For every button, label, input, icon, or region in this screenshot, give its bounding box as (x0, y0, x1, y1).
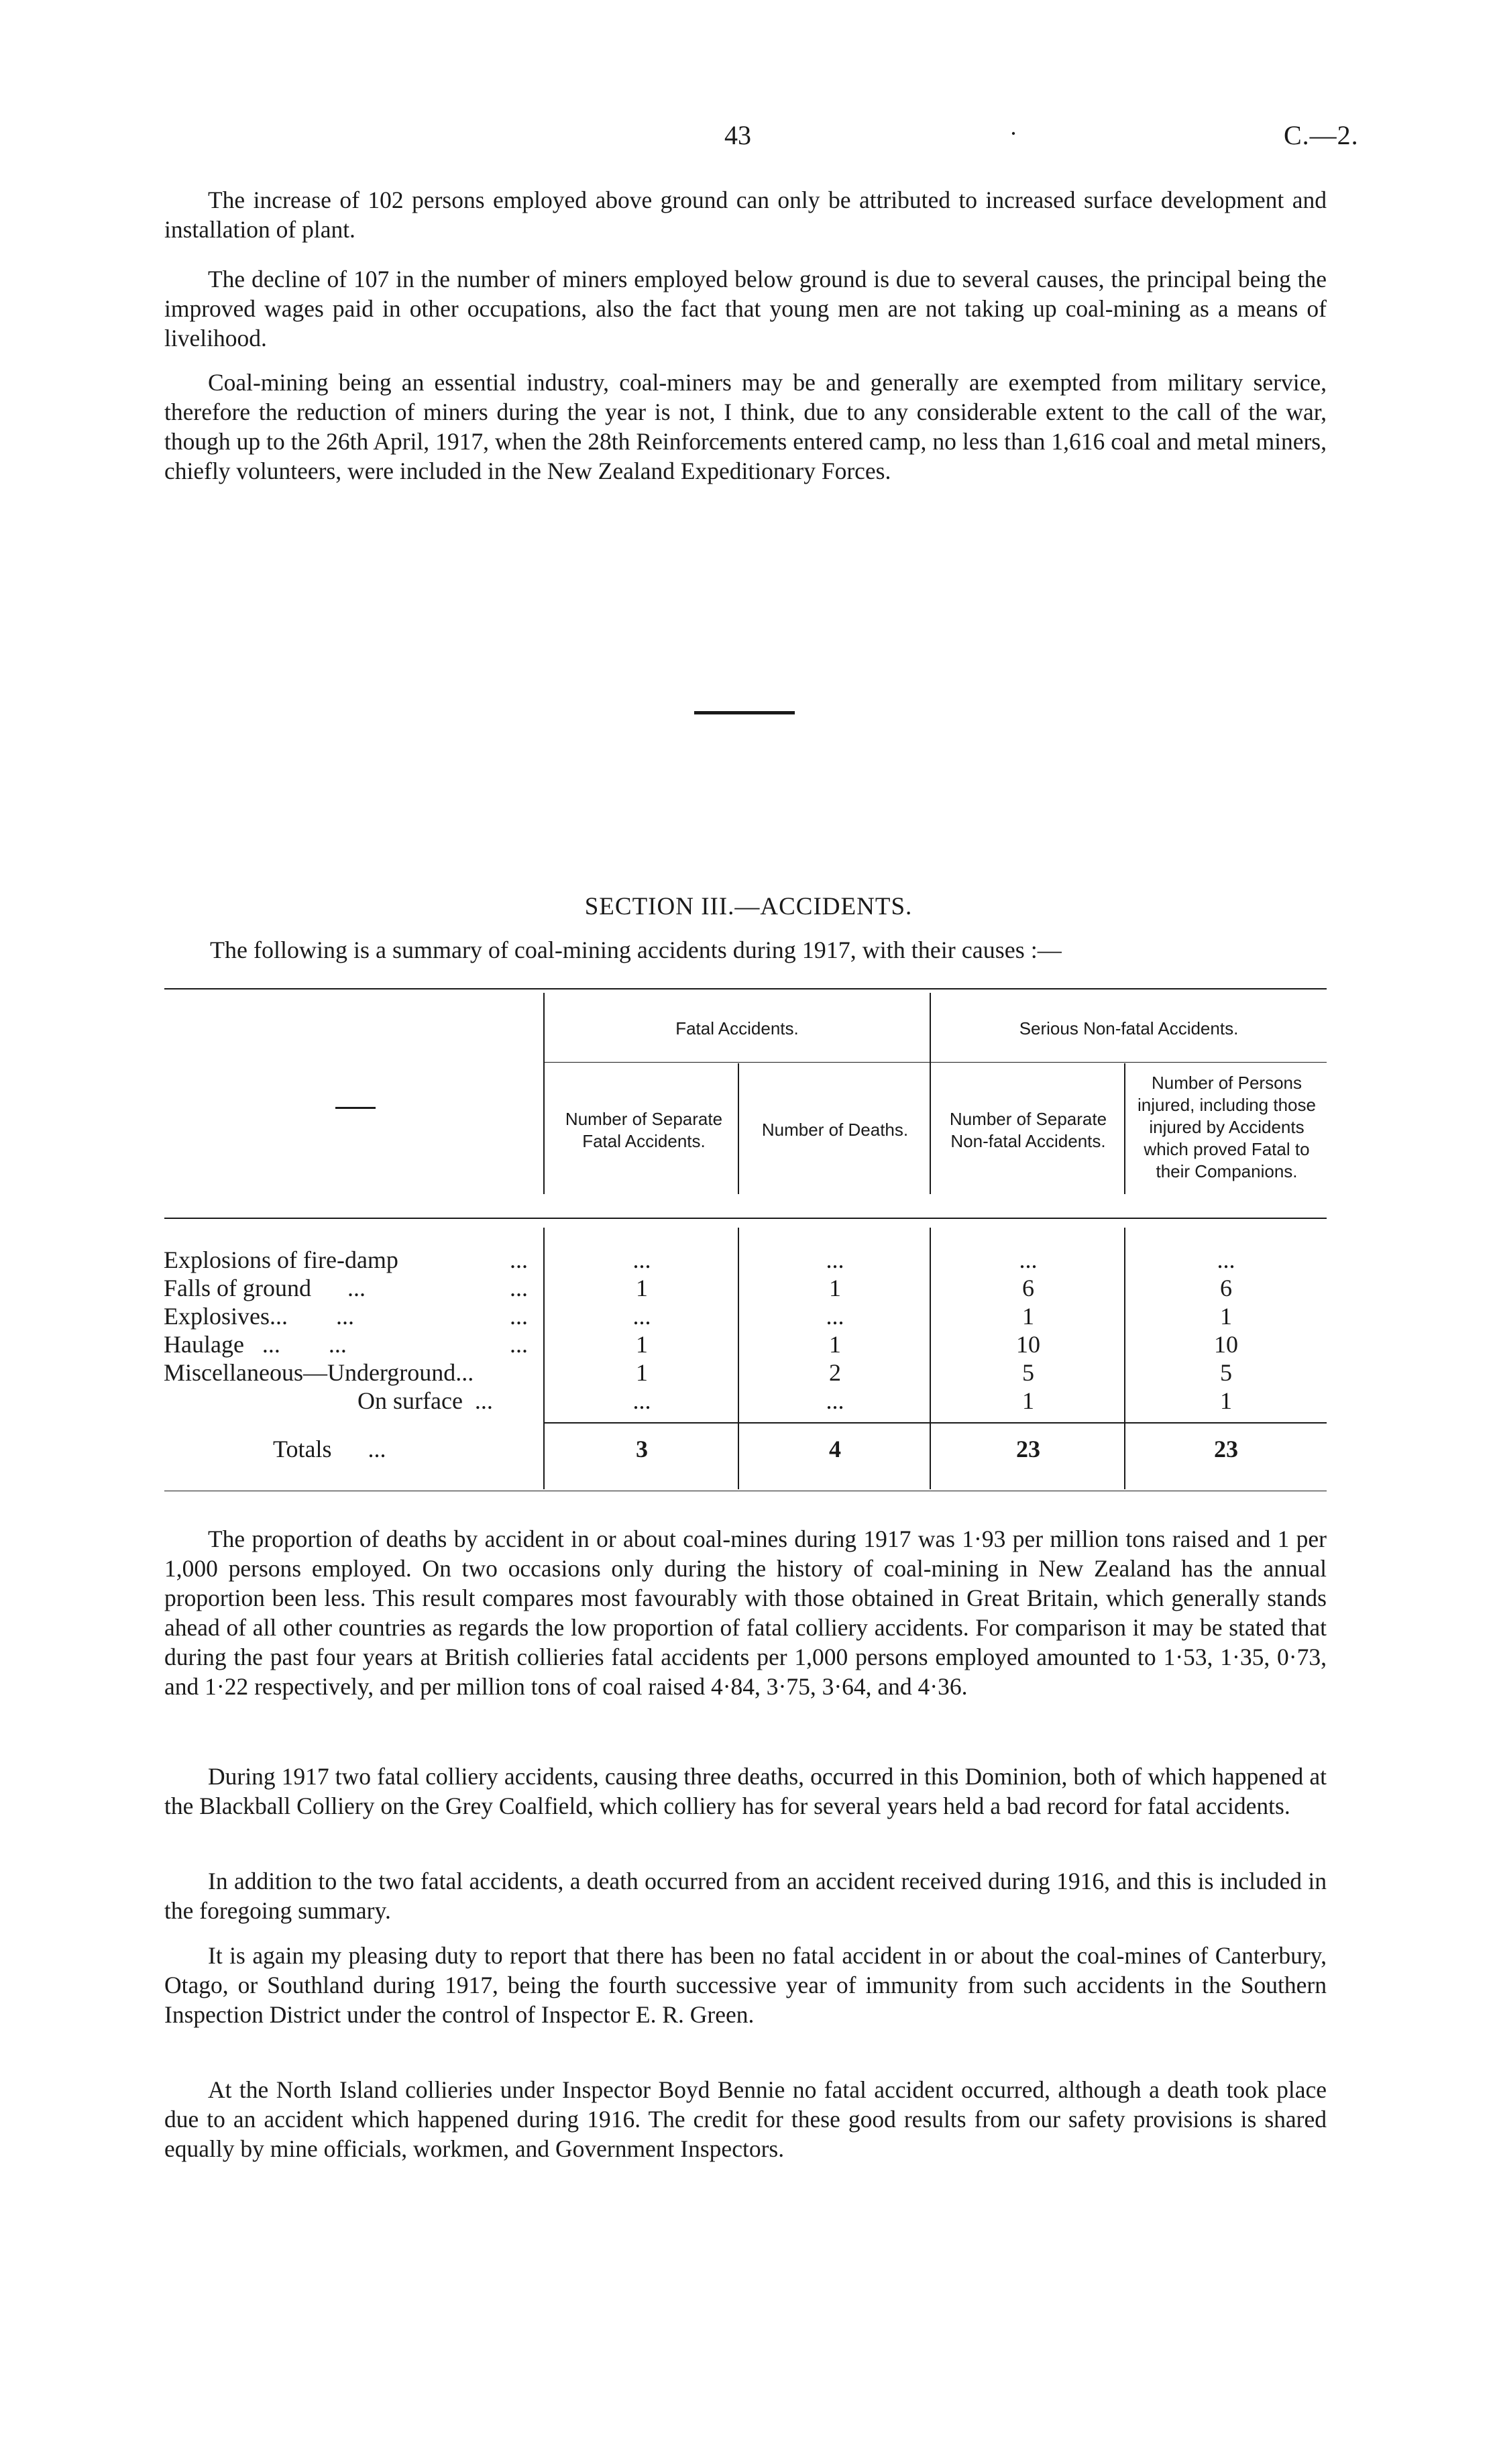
cell-fatal-accidents: 1 (636, 1275, 648, 1301)
row-leader-dots: ... (510, 1246, 528, 1273)
cell-deaths: ... (826, 1387, 844, 1414)
row-label: On surface ... (357, 1387, 493, 1414)
cell-nonfatal-accidents: ... (1019, 1246, 1038, 1273)
table-row (0, 1303, 1497, 1330)
body-divider-2 (738, 1228, 739, 1489)
cell-persons-injured: 6 (1220, 1275, 1232, 1301)
cell-deaths: ... (826, 1246, 844, 1273)
table-row (0, 1359, 1497, 1386)
section-divider (694, 711, 795, 714)
paragraph-southern-district: It is again my pleasing duty to report that there has been no fatal accident in or about the coal-mines of Canterbury, Otago, or Southland during 1917, being the fourth successive year of immunity from such accidents in the Southern Inspection District under the control of Inspector E. R. Green. (164, 1942, 1327, 2028)
row-label: Explosives... ... (164, 1303, 354, 1330)
table-divider-4 (1124, 1063, 1125, 1194)
cell-fatal-accidents: ... (632, 1246, 651, 1273)
paragraph-military-service: Coal-mining being an essential industry, coal-miners may be and generally are exempted from military service, therefore the reduction of miners during the year is not, I think, due to any considerable extent to the call of the war, though up to the 26th April, 1917, when the 28th Reinforcements entered camp, no less than 1,616 coal and metal miners, chiefly volunteers, were included in the New Zealand Expeditionary Forces. (164, 369, 1327, 484)
paragraph-north-island: At the North Island collieries under Inspector Boyd Bennie no fatal accident occurred, although a death took place due to an accident which happened during 1916. The credit for these good results from our safety provisions is shared equally by mine officials, workmen, and Government Inspectors. (164, 2076, 1327, 2162)
body-divider-4 (1124, 1228, 1125, 1489)
section-title: SECTION III.—ACCIDENTS. (584, 893, 913, 920)
body-divider-1 (543, 1228, 545, 1489)
paragraph-blackball-colliery: During 1917 two fatal colliery accidents, causing three deaths, occurred in this Dominion, both of which happened at the Blackball Colliery on the Grey Coalfield, which colliery has for several years held a bad record for fatal accidents. (164, 1763, 1327, 1819)
total-persons-injured: 23 (1214, 1436, 1238, 1462)
table-top-rule (164, 988, 1327, 989)
cell-deaths: ... (826, 1303, 844, 1330)
header-persons-injured: Number of Persons injured, including those injured by Accidents which proved Fatal to their Companions. (1138, 1073, 1316, 1181)
cell-nonfatal-accidents: 5 (1022, 1359, 1034, 1386)
paragraph-death-proportion: The proportion of deaths by accident in or about coal-mines during 1917 was 1·93 per million tons raised and 1 per 1,000 persons employed. On two occasions only during the history of coal-mining in New Zealand has the annual proportion been less. This result compares most favourably with those obtained in Great Britain, which generally stands ahead of all other countries as regards the low proportion of fatal colliery accidents. For comparison it may be stated that during the past four years at British collieries fatal accidents per 1,000 persons employed amounted to 1·53, 1·35, 0·73, and 1·22 respectively, and per million tons of coal raised 4·84, 3·75, 3·64, and 4·36. (164, 1525, 1327, 1700)
totals-rule (545, 1422, 1327, 1424)
row-leader-dots: ... (510, 1303, 528, 1330)
cell-deaths: 2 (829, 1359, 841, 1386)
cell-nonfatal-accidents: 1 (1022, 1387, 1034, 1414)
cell-persons-injured: 10 (1214, 1331, 1238, 1358)
header-nonfatal-accidents: Serious Non-fatal Accidents. (1019, 1018, 1239, 1038)
paragraph-1916-death: In addition to the two fatal accidents, a death occurred from an accident received during 1916, and this is included in the foregoing summary. (164, 1868, 1327, 1924)
cell-deaths: 1 (829, 1275, 841, 1301)
totals-label: Totals ... (273, 1436, 386, 1462)
cell-fatal-accidents: 1 (636, 1359, 648, 1386)
cell-persons-injured: ... (1217, 1246, 1235, 1273)
header-number-of-deaths: Number of Deaths. (761, 1120, 909, 1140)
cell-persons-injured: 1 (1220, 1387, 1232, 1414)
cell-nonfatal-accidents: 1 (1022, 1303, 1034, 1330)
cell-deaths: 1 (829, 1331, 841, 1358)
total-nonfatal-accidents: 23 (1016, 1436, 1040, 1462)
page-number: 43 (724, 120, 751, 150)
row-label: Haulage ... ... (164, 1331, 347, 1358)
table-divider-2 (738, 1063, 739, 1194)
header-fatal-accidents: Fatal Accidents. (675, 1018, 799, 1038)
body-divider-3 (930, 1228, 931, 1489)
row-label: Falls of ground ... (164, 1275, 366, 1301)
header-separate-nonfatal-accidents: Number of Separate Non-fatal Accidents. (949, 1109, 1107, 1151)
stub-header-dash (335, 1107, 376, 1109)
header-separate-fatal-accidents: Number of Separate Fatal Accidents. (565, 1109, 723, 1151)
section-intro: The following is a summary of coal-mining accidents during 1917, with their causes :— (210, 936, 1062, 963)
table-totals-row (0, 1436, 1497, 1462)
header-bottom-rule (164, 1218, 1327, 1219)
table-row (0, 1246, 1497, 1273)
cell-persons-injured: 5 (1220, 1359, 1232, 1386)
cell-fatal-accidents: 1 (636, 1331, 648, 1358)
row-leader-dots: ... (510, 1275, 528, 1301)
total-deaths: 4 (829, 1436, 841, 1462)
row-leader-dots: ... (510, 1331, 528, 1358)
cell-nonfatal-accidents: 10 (1016, 1331, 1040, 1358)
table-row (0, 1331, 1497, 1358)
cell-nonfatal-accidents: 6 (1022, 1275, 1034, 1301)
cell-persons-injured: 1 (1220, 1303, 1232, 1330)
report-reference: C.—2. (1284, 120, 1359, 150)
row-label: Miscellaneous—Underground... (164, 1359, 474, 1386)
total-fatal-accidents: 3 (636, 1436, 648, 1462)
stray-mark: · (1009, 120, 1017, 147)
row-label: Explosions of fire-damp (164, 1246, 398, 1273)
table-row (0, 1275, 1497, 1301)
cell-fatal-accidents: ... (632, 1387, 651, 1414)
cell-fatal-accidents: ... (632, 1303, 651, 1330)
paragraph-miner-decline: The decline of 107 in the number of miners employed below ground is due to several causes, the principal being the improved wages paid in other occupations, also the fact that young men are not taking up coal-mining as a means of livelihood. (164, 266, 1327, 352)
group-header-rule (545, 1062, 1327, 1063)
table-row (0, 1387, 1497, 1414)
paragraph-surface-employment: The increase of 102 persons employed above ground can only be attributed to increased surface development and installation of plant. (164, 186, 1327, 243)
